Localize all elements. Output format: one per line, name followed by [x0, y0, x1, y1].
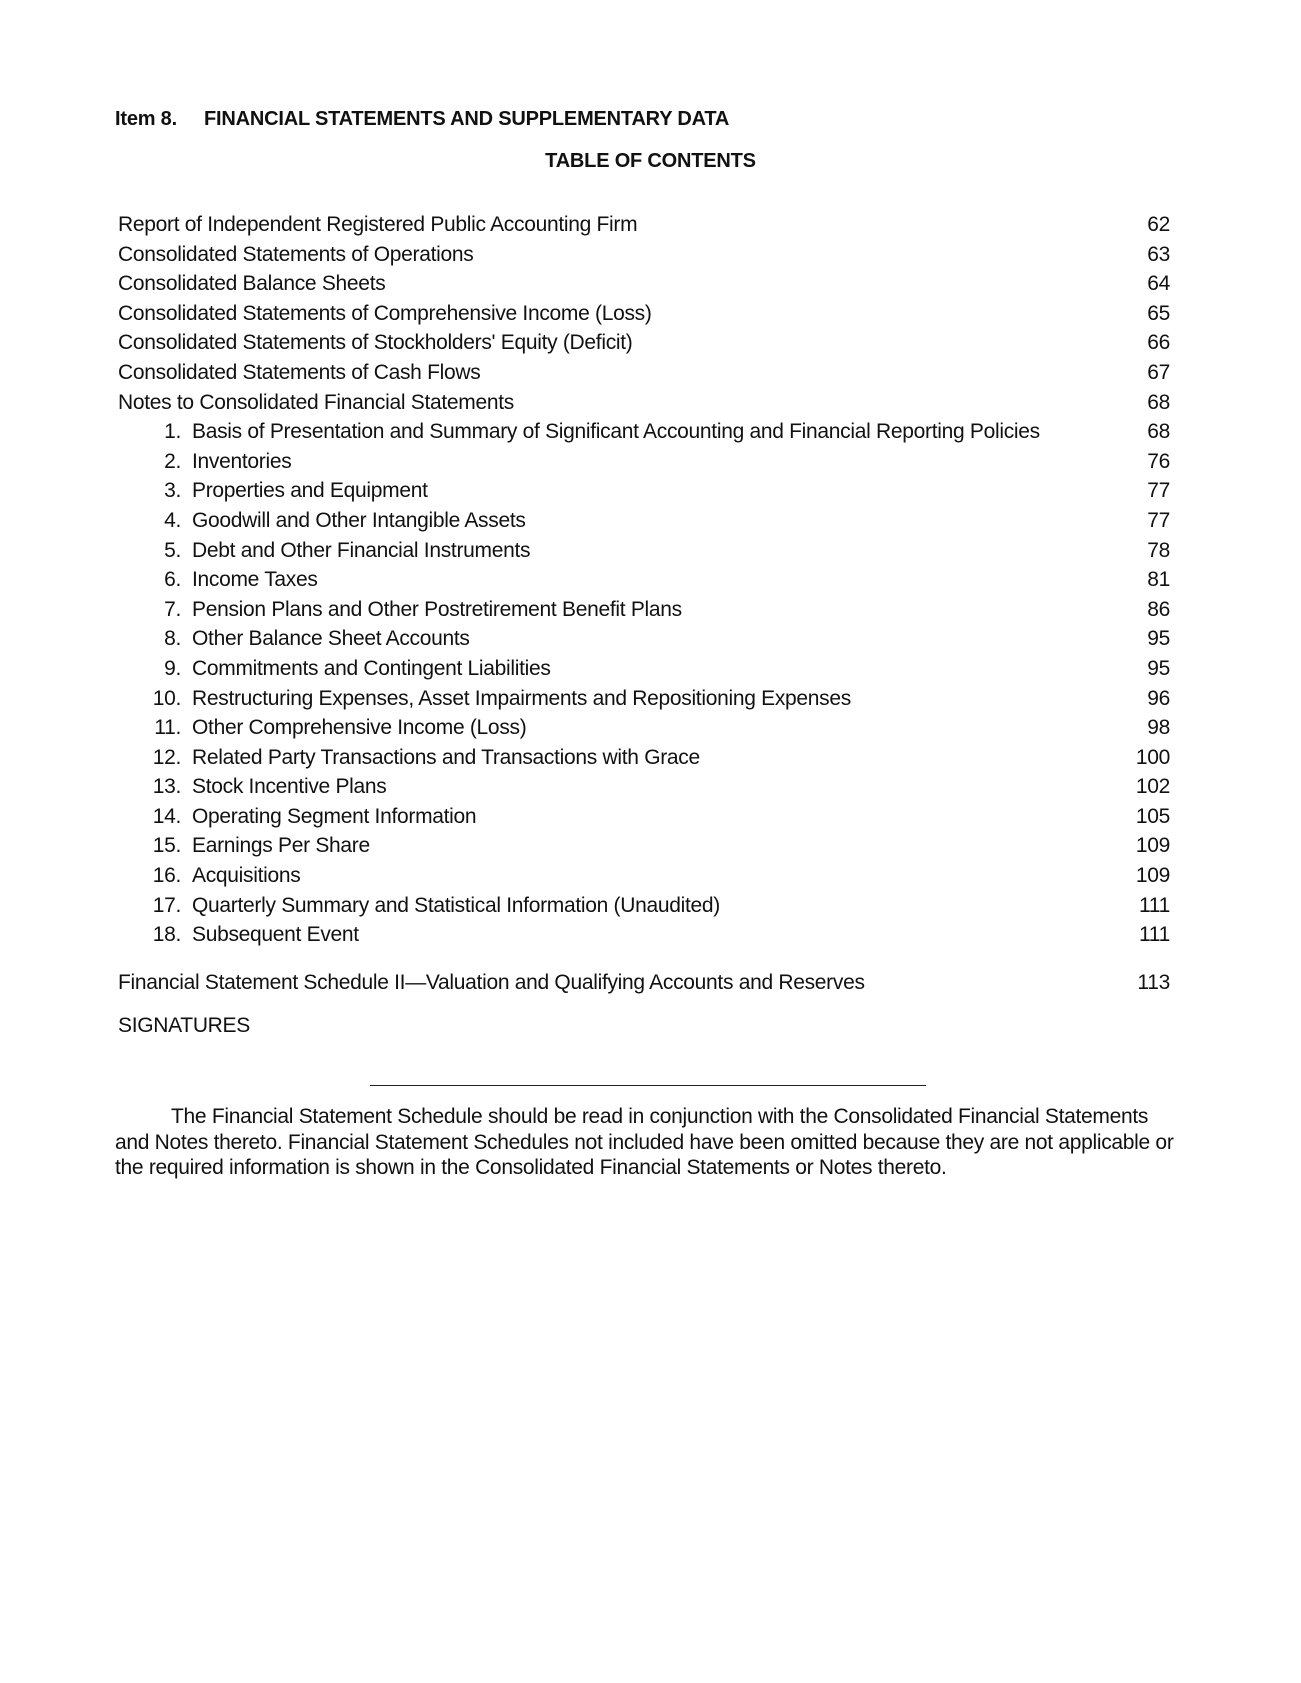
note-title: Earnings Per Share — [192, 834, 370, 858]
toc-page-number: 81 — [1147, 568, 1170, 592]
note-title: Pension Plans and Other Postretirement Benefit Plans — [192, 597, 682, 621]
toc-entry-title: Notes to Consolidated Financial Statements — [118, 390, 514, 414]
note-title: Inventories — [192, 449, 292, 473]
toc-note-entry[interactable] — [118, 861, 1170, 891]
note-title: Commitments and Contingent Liabilities — [192, 656, 551, 680]
toc-page-number: 95 — [1147, 627, 1170, 651]
toc-entry-title: Consolidated Balance Sheets — [118, 272, 386, 296]
note-title: Debt and Other Financial Instruments — [192, 538, 531, 562]
toc-entry[interactable] — [118, 358, 1170, 388]
toc-note-entry[interactable] — [118, 536, 1170, 566]
toc-entry-title: Consolidated Statements of Cash Flows — [118, 360, 481, 384]
toc-note-entry[interactable] — [118, 891, 1170, 921]
note-title: Quarterly Summary and Statistical Information (Unaudited) — [192, 893, 720, 917]
note-title: Operating Segment Information — [192, 804, 477, 828]
toc-page-number: 78 — [1147, 538, 1170, 562]
note-title: Restructuring Expenses, Asset Impairments and Repositioning Expenses — [192, 686, 851, 710]
toc-note-entry[interactable] — [118, 417, 1170, 447]
toc-page-number: 109 — [1135, 864, 1170, 888]
note-title: Stock Incentive Plans — [192, 775, 387, 799]
note-number: 2. — [164, 449, 181, 473]
toc-note-entry[interactable] — [118, 654, 1170, 684]
toc-page-number: 109 — [1135, 834, 1170, 858]
table-of-contents — [118, 210, 1170, 997]
toc-schedule-entry[interactable] — [118, 968, 1170, 998]
toc-title: TABLE OF CONTENTS — [545, 150, 756, 172]
note-number: 5. — [164, 538, 181, 562]
note-number: 17. — [152, 893, 181, 917]
toc-entry[interactable] — [118, 210, 1170, 240]
toc-page-number: 77 — [1147, 508, 1170, 532]
note-title: Other Balance Sheet Accounts — [192, 627, 470, 651]
toc-note-entry[interactable] — [118, 565, 1170, 595]
toc-note-entry[interactable] — [118, 920, 1170, 950]
toc-entry-title: Consolidated Statements of Operations — [118, 242, 474, 266]
toc-entry[interactable] — [118, 388, 1170, 418]
note-title: Acquisitions — [192, 864, 301, 888]
note-number: 3. — [164, 479, 181, 503]
note-title: Subsequent Event — [192, 923, 359, 947]
toc-note-entry[interactable] — [118, 713, 1170, 743]
note-number: 13. — [152, 775, 181, 799]
toc-note-entry[interactable] — [118, 743, 1170, 773]
toc-page-number: 95 — [1147, 656, 1170, 680]
item-heading — [115, 108, 729, 131]
note-title: Other Comprehensive Income (Loss) — [192, 716, 527, 740]
toc-entry[interactable] — [118, 269, 1170, 299]
note-title: Goodwill and Other Intangible Assets — [192, 508, 526, 532]
toc-note-entry[interactable] — [118, 802, 1170, 832]
toc-note-entry[interactable] — [118, 684, 1170, 714]
toc-entry-title: Report of Independent Registered Public Accounting Firm — [118, 213, 638, 236]
toc-page-number: 100 — [1135, 745, 1170, 769]
note-number: 9. — [164, 656, 181, 680]
toc-note-entry[interactable] — [118, 624, 1170, 654]
toc-page-number: 68 — [1147, 390, 1170, 414]
toc-page-number: 63 — [1147, 242, 1170, 266]
toc-page-number: 102 — [1135, 775, 1170, 799]
toc-page-number: 67 — [1147, 360, 1170, 384]
note-number: 7. — [164, 597, 181, 621]
note-title: Income Taxes — [192, 568, 318, 592]
toc-page-number: 98 — [1147, 716, 1170, 740]
toc-note-entry[interactable] — [118, 447, 1170, 477]
toc-page-number: 111 — [1138, 893, 1170, 917]
toc-entry-title: Consolidated Statements of Comprehensive Income (Loss) — [118, 301, 652, 325]
note-number: 6. — [164, 568, 181, 592]
toc-page-number: 96 — [1147, 686, 1170, 710]
note-number: 18. — [152, 923, 181, 947]
toc-entry[interactable] — [118, 328, 1170, 358]
toc-note-entry[interactable] — [118, 506, 1170, 536]
toc-entry[interactable] — [118, 240, 1170, 270]
toc-page-number: 105 — [1135, 804, 1170, 828]
toc-note-entry[interactable] — [118, 831, 1170, 861]
toc-page-number: 77 — [1147, 479, 1170, 503]
note-number: 16. — [152, 864, 181, 888]
note-title: Properties and Equipment — [192, 479, 428, 503]
toc-page-number: 111 — [1138, 923, 1170, 947]
toc-note-entry[interactable] — [118, 772, 1170, 802]
note-number: 12. — [152, 745, 181, 769]
toc-entry-title: Consolidated Statements of Stockholders' Equity (Deficit) — [118, 331, 633, 355]
signatures-entry[interactable]: SIGNATURES — [118, 1014, 250, 1037]
toc-page-number: 65 — [1147, 301, 1170, 325]
toc-note-entry[interactable] — [118, 595, 1170, 625]
note-title: Related Party Transactions and Transactions with Grace — [192, 745, 700, 769]
toc-page-number: 113 — [1137, 970, 1170, 994]
footnote-paragraph: The Financial Statement Schedule should be read in conjunction with the Consolidated Financial Statements and Notes thereto. Financial Statement Schedules not included have been omitted because they are not applicable or the required information is shown in the Consolidated Financial Statements or Notes thereto. — [115, 1105, 1174, 1179]
note-number: 15. — [152, 834, 181, 858]
toc-page-number: 86 — [1147, 597, 1170, 621]
note-number: 10. — [152, 686, 181, 710]
toc-page-number: 68 — [1147, 420, 1170, 444]
toc-note-entry[interactable] — [118, 476, 1170, 506]
toc-entry[interactable] — [118, 299, 1170, 329]
note-number: 1. — [164, 420, 181, 444]
toc-page-number: 66 — [1147, 331, 1170, 355]
note-number: 14. — [152, 804, 181, 828]
separator-rule — [370, 1085, 926, 1086]
item-title: FINANCIAL STATEMENTS AND SUPPLEMENTARY DATA — [204, 108, 730, 130]
toc-page-number: 62 — [1147, 213, 1170, 236]
note-number: 8. — [164, 627, 181, 651]
note-number: 11. — [154, 716, 181, 740]
note-number: 4. — [164, 508, 181, 532]
item-number: Item 8. — [115, 108, 177, 130]
note-title: Basis of Presentation and Summary of Significant Accounting and Financial Reporting Policies — [192, 420, 1040, 444]
schedule-title: Financial Statement Schedule II—Valuation and Qualifying Accounts and Reserves — [118, 970, 865, 994]
toc-page-number: 76 — [1147, 449, 1170, 473]
toc-page-number: 64 — [1147, 272, 1170, 296]
